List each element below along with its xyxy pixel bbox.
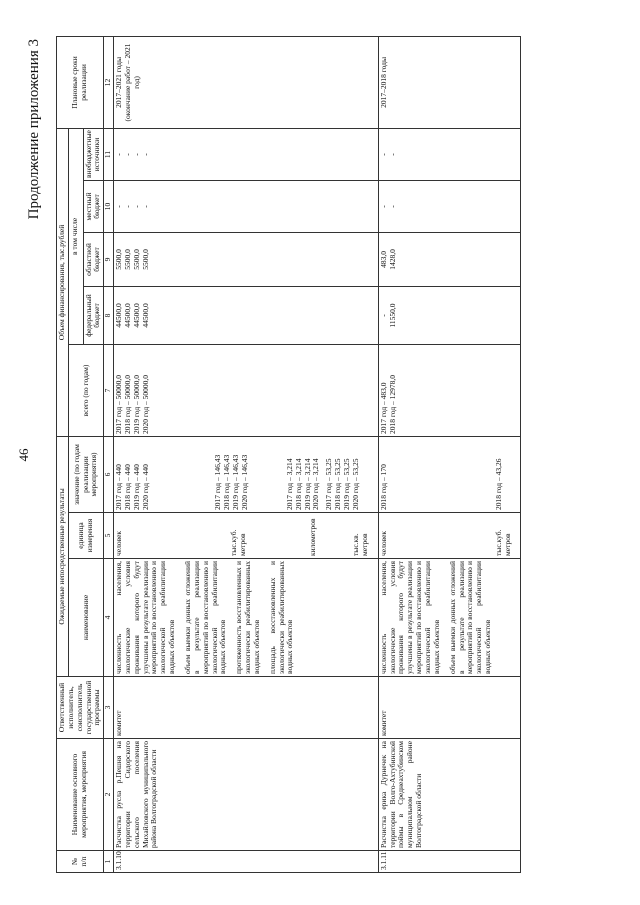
- page-number: 46: [16, 448, 31, 462]
- column-number: 2: [104, 739, 114, 851]
- value-line: 1428,0: [387, 249, 397, 270]
- value-line: 2017 год – 3,214: [284, 458, 294, 510]
- column-number: 5: [104, 513, 114, 559]
- value-line: -: [131, 205, 141, 208]
- value-line: -: [387, 153, 397, 156]
- value-line: 44500,0: [122, 303, 132, 328]
- value-line: 5500,0: [140, 249, 150, 270]
- header-name: Наименование основного мероприятия, мероприятия: [57, 739, 104, 851]
- column-number: 9: [104, 232, 114, 286]
- row-name: Расчистка ерика Дурнечек на территории Волго-Ахтубинской поймы в Среднеахтубинском муниципальном районе Волгоградской области: [378, 739, 521, 851]
- value-line: 2018 год – 170: [378, 464, 388, 510]
- row-terms: 2017–2018 годы: [378, 36, 521, 128]
- value-line: 2018 год – 53,25: [333, 458, 343, 510]
- value-line: 2018 год – 3,214: [293, 458, 303, 510]
- column-number: 8: [104, 286, 114, 344]
- value-line: 5500,0: [131, 249, 141, 270]
- value-line: 2018 год – 440: [122, 464, 132, 510]
- header-fin-federal: федеральный бюджет: [83, 286, 104, 344]
- value-line: -: [378, 205, 388, 208]
- value-line: 5500,0: [122, 249, 132, 270]
- value-line: 483,0: [378, 251, 388, 268]
- indicator-values: [114, 436, 379, 512]
- header-fin-regional: областной бюджет: [83, 232, 104, 286]
- value-line: 2017 год – 53,25: [324, 458, 334, 510]
- indicator-names: [378, 559, 521, 677]
- finance-extra: [114, 128, 379, 180]
- column-number: 3: [104, 677, 114, 739]
- value-line: -: [122, 205, 132, 208]
- value-line: -: [114, 205, 124, 208]
- value-line: 2017 год – 146,43: [213, 454, 223, 510]
- row-name: Расчистка русла р.Пешня на территории Сидорского сельского поселения Михайловского муниципального района Волгоградской области: [114, 739, 379, 851]
- value-line: -: [122, 153, 132, 156]
- value-line: 2020 год – 53,25: [350, 458, 360, 510]
- value-line: 2019 год – 146,43: [231, 454, 241, 510]
- value-line: -: [378, 314, 388, 317]
- value-line: 2017 год – 440: [114, 464, 124, 510]
- value-line: 2017 год – 483,0: [378, 382, 388, 434]
- indicator-name: численность населения, экологические условия проживания которого будут улучшены в результате реализации мероприятий по восстановлению и экологической реабилитации водных объектов: [378, 561, 441, 674]
- rotated-sheet: [12, 25, 612, 885]
- indicator-units: [114, 513, 379, 559]
- finance-federal: [114, 286, 379, 344]
- indicator-name: протяженность восстановленных и экологически реабилитированных водных объектов: [234, 561, 261, 674]
- header-fin-total: всего (по годам): [68, 344, 103, 436]
- header-fin-including: в том числе: [68, 128, 83, 344]
- value-line: 2020 год – 50000,0: [140, 374, 150, 434]
- value-line: -: [387, 205, 397, 208]
- value-line: 2019 год – 3,214: [302, 458, 312, 510]
- header-fin-extra: внебюджетные источники: [83, 128, 104, 180]
- header-num: № п/п: [57, 851, 104, 873]
- row-num: 3.1.10.: [114, 851, 379, 873]
- value-line: 2020 год – 440: [140, 464, 150, 510]
- column-number: 6: [104, 436, 114, 512]
- value-line: 11550,0: [387, 303, 397, 328]
- indicator-values: [378, 436, 521, 512]
- value-line: -: [378, 153, 388, 156]
- finance-federal: [378, 286, 521, 344]
- column-number: 4: [104, 559, 114, 677]
- header-executor: Ответственный исполнитель, соисполнитель государственной программы: [57, 677, 104, 739]
- value-line: 44500,0: [114, 303, 124, 328]
- indicator-unit: человек: [378, 530, 388, 556]
- finance-regional: [378, 232, 521, 286]
- column-number: 7: [104, 344, 114, 436]
- row-executor: комитет: [378, 677, 521, 739]
- header-terms: Плановые сроки реализации: [57, 36, 104, 128]
- value-line: 2018 год – 43,26: [493, 458, 503, 510]
- table-row: [378, 36, 521, 872]
- indicator-units: [378, 513, 521, 559]
- column-number: 10: [104, 180, 114, 232]
- indicator-name: объем выемки донных отложений в результате реализации мероприятий по восстановлению и экологической реабилитации водных объектов: [182, 561, 228, 674]
- indicator-unit: тыс.куб. метров: [493, 529, 512, 556]
- value-line: 2017 год – 50000,0: [114, 374, 124, 434]
- column-numbers-row: [104, 36, 114, 872]
- indicator-unit: тыс.кв. метров: [351, 533, 369, 556]
- value-line: 2020 год – 3,214: [311, 458, 321, 510]
- value-line: 2020 год – 146,43: [239, 454, 249, 510]
- finance-total: [378, 344, 521, 436]
- value-line: 2018 год – 146,43: [222, 454, 232, 510]
- value-line: 2018 год – 12978,0: [387, 374, 397, 434]
- value-line: -: [131, 153, 141, 156]
- indicator-names: [114, 559, 379, 677]
- activities-table: [56, 36, 521, 873]
- column-number: 1: [104, 851, 114, 873]
- finance-extra: [378, 128, 521, 180]
- value-line: -: [140, 205, 150, 208]
- value-line: 2019 год – 53,25: [341, 458, 351, 510]
- value-line: 44500,0: [131, 303, 141, 328]
- column-number: 11: [104, 128, 114, 180]
- finance-total: [114, 344, 379, 436]
- continuation-title: Продолжение приложения 3: [26, 39, 42, 220]
- indicator-unit: человек: [114, 530, 124, 556]
- header-results: Ожидаемые непосредственные результаты: [57, 436, 69, 676]
- finance-local: [114, 180, 379, 232]
- value-line: 44500,0: [140, 303, 150, 328]
- indicator-unit: километров: [308, 518, 318, 556]
- value-line: 2019 год – 50000,0: [131, 374, 141, 434]
- indicator-unit: тыс.куб. метров: [229, 529, 247, 556]
- row-terms: 2017–2021 годы (окончание работ – 2021 год): [114, 36, 379, 128]
- indicator-name: объем выемки донных отложений в результате реализации мероприятий по восстановлению и экологической реабилитации водных объектов: [447, 561, 493, 674]
- value-line: 2018 год – 50000,0: [122, 374, 132, 434]
- table-row: [114, 36, 379, 872]
- indicator-name: площадь восстановленных и экологически реабилитированных водных объектов: [267, 561, 295, 674]
- header-res-name: наименование: [68, 559, 103, 677]
- header-fin-local: местный бюджет: [83, 180, 104, 232]
- header-res-value: значение (по годам реализации мероприятия): [68, 436, 103, 512]
- value-line: 2019 год – 440: [131, 464, 141, 510]
- header-finance: Объем финансирования, тыс.рублей: [57, 128, 69, 436]
- value-line: 5500,0: [114, 249, 124, 270]
- finance-regional: [114, 232, 379, 286]
- row-executor: комитет: [114, 677, 379, 739]
- value-line: -: [140, 153, 150, 156]
- indicator-name: численность населения, экологические условия проживания которого будут улучшены в результате реализации мероприятий по восстановлению и экологической реабилитации водных объектов: [114, 561, 177, 674]
- column-number: 12: [104, 36, 114, 128]
- value-line: -: [114, 153, 124, 156]
- header-res-unit: единица измерения: [68, 513, 103, 559]
- finance-local: [378, 180, 521, 232]
- row-num: 3.1.11.: [378, 851, 521, 873]
